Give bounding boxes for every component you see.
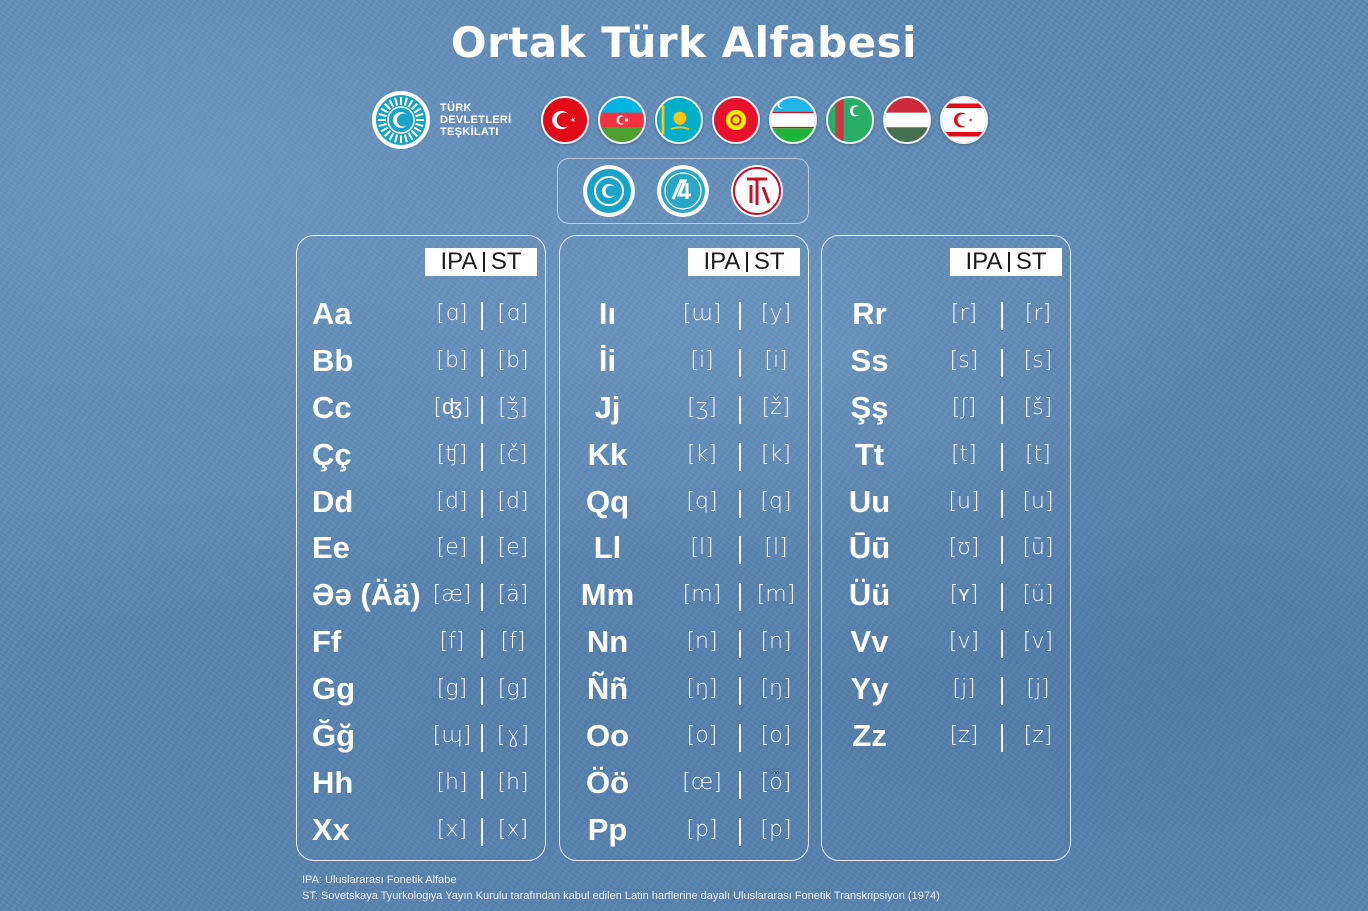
value-separator [997, 724, 1007, 752]
column-header [425, 248, 537, 276]
alphabet-column-2 [559, 235, 809, 861]
letter: Vv [850, 624, 889, 660]
letter-row [822, 573, 1070, 620]
letter-row [297, 808, 545, 855]
azerbaijan-flag-icon [598, 96, 646, 144]
letter: Bb [312, 342, 354, 378]
ipa-value: [e] [436, 535, 468, 561]
ipa-value: [g] [436, 676, 468, 702]
letter: Uu [848, 483, 891, 519]
letter-rows [822, 292, 1070, 761]
ipa-value: [q] [686, 488, 718, 514]
letter-row [560, 714, 808, 761]
value-separator [735, 443, 745, 471]
letter: Ee [312, 530, 350, 566]
value-separator [735, 302, 745, 330]
letter-row [560, 480, 808, 527]
value-separator [735, 536, 745, 564]
letter: Ll [593, 530, 622, 566]
value-separator [997, 677, 1007, 705]
letter: Xx [312, 811, 350, 847]
ipa-value: [t] [951, 441, 977, 467]
st-value: [ɣ] [496, 723, 530, 749]
st-value: [ū] [1022, 535, 1054, 561]
letter-row [822, 292, 1070, 339]
letter: Oo [585, 718, 630, 754]
column-header [688, 248, 800, 276]
letter: Çç [312, 436, 352, 472]
letter: Dd [312, 483, 354, 519]
ipa-value: [h] [436, 769, 468, 795]
institutions-box [557, 158, 809, 224]
ipa-value: [ɰ] [432, 723, 472, 749]
ipa-value: [s] [949, 347, 979, 373]
value-separator [997, 630, 1007, 658]
ipa-value: [x] [436, 816, 468, 842]
value-separator [735, 490, 745, 518]
letter: Iı [598, 296, 617, 331]
st-value: [š] [1023, 394, 1053, 420]
letter-row [297, 620, 545, 667]
letter-row [297, 292, 545, 339]
letter: Şş [850, 389, 889, 425]
value-separator [997, 349, 1007, 377]
st-value: [o] [760, 723, 792, 749]
column-header [950, 248, 1062, 276]
ipa-value: [m] [682, 582, 722, 608]
org-name-line: TEŞKİLATI [440, 126, 499, 138]
value-separator [735, 677, 745, 705]
letter: Ğğ [312, 718, 356, 754]
st-header: ST [753, 248, 785, 275]
ipa-value: [ʤ] [433, 394, 471, 420]
letter-row [297, 526, 545, 573]
st-value: [x] [497, 816, 529, 842]
st-value: [y] [760, 301, 792, 326]
st-value: [p] [760, 816, 792, 842]
ipa-value: [œ] [682, 769, 722, 795]
kazakhstan-flag-icon [655, 96, 703, 144]
org-logo [370, 90, 511, 150]
st-value: [q] [760, 488, 792, 514]
northern-cyprus-flag-icon [940, 96, 988, 144]
ipa-value: [n] [686, 629, 718, 655]
header-separator [1008, 252, 1010, 272]
org-name-line: DEVLETLERİ [440, 114, 512, 126]
letter: Əə (Ää) [312, 577, 421, 613]
letter-row [822, 667, 1070, 714]
letter-row [822, 433, 1070, 480]
letter: Pp [587, 811, 628, 847]
turkey-flag-icon [541, 96, 589, 144]
alphabet-column-3 [821, 235, 1071, 861]
st-value: [v] [1022, 629, 1054, 655]
value-separator [997, 490, 1007, 518]
ipa-value: [ʃ] [951, 394, 977, 420]
header-separator [483, 252, 485, 272]
st-value: [ö] [760, 769, 792, 795]
ipa-value: [o] [686, 723, 718, 749]
organization-emblem-icon [370, 89, 432, 151]
letter-row [297, 433, 545, 480]
letter-rows [560, 292, 808, 855]
letter-row [560, 667, 808, 714]
st-value: [h] [497, 769, 529, 795]
letter-row [822, 386, 1070, 433]
st-value: [l] [764, 535, 788, 561]
st-value: [m] [756, 582, 796, 608]
letter: Qq [585, 483, 630, 519]
ipa-value: [r] [950, 301, 978, 326]
letter: Kk [587, 436, 628, 472]
ipa-value: [f] [439, 629, 465, 655]
st-value: [n] [760, 629, 792, 655]
st-value: [e] [497, 535, 529, 561]
letter-row [822, 480, 1070, 527]
letter: Nn [586, 624, 629, 660]
ipa-header: IPA [965, 248, 1003, 275]
letter: Zz [852, 718, 887, 754]
turkic-culture-heritage-logo-icon [657, 165, 709, 217]
letter-row [560, 761, 808, 808]
ipa-value: [ʧ] [436, 441, 468, 467]
value-separator [997, 396, 1007, 424]
ipa-value: [b] [436, 347, 468, 373]
letter-row [560, 526, 808, 573]
value-separator [735, 349, 745, 377]
header-separator [746, 252, 748, 272]
kyrgyzstan-flag-icon [712, 96, 760, 144]
st-value: [ü] [1022, 582, 1054, 608]
st-header: ST [490, 248, 522, 275]
st-value: [č] [498, 441, 528, 467]
st-value: [u] [1022, 488, 1054, 514]
letter-rows [297, 292, 545, 855]
letter: Aa [312, 296, 352, 331]
ipa-value: [æ] [432, 582, 472, 608]
st-value: [t] [1025, 441, 1051, 467]
ipa-header: IPA [440, 248, 478, 275]
letter-row [297, 714, 545, 761]
letter: İi [598, 342, 617, 378]
letter-row [822, 714, 1070, 761]
letter-row [560, 292, 808, 339]
letter-row [560, 339, 808, 386]
footnote-st: ST: Sovetskaya Tyurkologiya Yayın Kurulu tarafından kabul edilen Latin harflerine dayalı Uluslararası Fonetik Transkripsiyon (1974) [302, 890, 940, 902]
st-value: [ɑ] [497, 301, 529, 326]
letter: Jj [594, 389, 621, 425]
ipa-value: [v] [948, 629, 980, 655]
value-separator [997, 302, 1007, 330]
letter: Hh [312, 764, 354, 800]
st-value: [b] [497, 347, 529, 373]
letter-row [822, 620, 1070, 667]
letter-row [560, 573, 808, 620]
turkish-language-association-logo-icon [731, 165, 783, 217]
value-separator [997, 583, 1007, 611]
letter: Mm [580, 577, 635, 613]
letter: Gg [312, 671, 356, 707]
footnotes [302, 872, 940, 904]
ipa-value: [ŋ] [686, 676, 718, 702]
ipa-value: [p] [686, 816, 718, 842]
org-name-line: TÜRK [440, 102, 472, 114]
letter: Üü [848, 577, 891, 613]
ipa-value: [d] [436, 488, 468, 514]
st-value: [f] [500, 629, 526, 655]
value-separator [735, 583, 745, 611]
value-separator [735, 630, 745, 658]
letter-row [297, 667, 545, 714]
letter: Cc [312, 389, 352, 425]
letter: Öö [585, 764, 630, 800]
letter: Ūū [848, 530, 891, 566]
alphabet-column-1 [296, 235, 546, 861]
letter-row [297, 761, 545, 808]
hungary-flag-icon [883, 96, 931, 144]
ipa-value: [j] [952, 676, 976, 702]
letter-row [822, 339, 1070, 386]
value-separator [735, 771, 745, 799]
ipa-value: [ʊ] [948, 535, 980, 561]
turkmenistan-flag-icon [826, 96, 874, 144]
letter: Tt [854, 436, 885, 472]
member-flags [541, 96, 988, 144]
ipa-value: [u] [948, 488, 980, 514]
st-value: [d] [497, 488, 529, 514]
footnote-ipa: IPA: Uluslararası Fonetik Alfabe [302, 874, 457, 886]
st-value: [r] [1024, 301, 1052, 326]
ipa-value: [z] [949, 723, 979, 749]
letter: Ss [850, 342, 889, 378]
value-separator [735, 396, 745, 424]
value-separator [997, 536, 1007, 564]
letter: Ññ [586, 671, 629, 707]
st-value: [j] [1026, 676, 1050, 702]
st-value: [ǯ] [498, 394, 528, 420]
letter-row [822, 526, 1070, 573]
st-value: [ž] [761, 394, 791, 420]
st-value: [k] [761, 441, 791, 467]
org-name [440, 102, 511, 138]
st-value: [ŋ] [760, 676, 792, 702]
page-title: Ortak Türk Alfabesi [450, 18, 918, 67]
letter: Rr [852, 296, 887, 331]
st-value: [ä] [497, 582, 529, 608]
letter-row [560, 620, 808, 667]
value-separator [997, 443, 1007, 471]
ipa-value: [i] [690, 347, 714, 373]
ipa-value: [ɯ] [682, 301, 722, 326]
ipa-value: [ʒ] [687, 394, 717, 420]
turkic-academy-logo-icon [583, 165, 635, 217]
st-header: ST [1015, 248, 1047, 275]
letter: Ff [312, 624, 342, 660]
letter-row [560, 386, 808, 433]
letter-row [560, 808, 808, 855]
letter-row [297, 573, 545, 620]
ipa-value: [k] [687, 441, 717, 467]
st-value: [g] [497, 676, 529, 702]
st-value: [z] [1023, 723, 1053, 749]
uzbekistan-flag-icon [769, 96, 817, 144]
letter-row [297, 480, 545, 527]
letter: Yy [850, 671, 889, 707]
ipa-header: IPA [703, 248, 741, 275]
letter-row [560, 433, 808, 480]
value-separator [735, 818, 745, 846]
st-value: [i] [764, 347, 788, 373]
ipa-value: [l] [690, 535, 714, 561]
letter-row [297, 339, 545, 386]
value-separator [735, 724, 745, 752]
ipa-value: [ʏ] [949, 582, 979, 608]
st-value: [s] [1023, 347, 1053, 373]
ipa-value: [ɑ] [436, 301, 468, 326]
letter-row [297, 386, 545, 433]
